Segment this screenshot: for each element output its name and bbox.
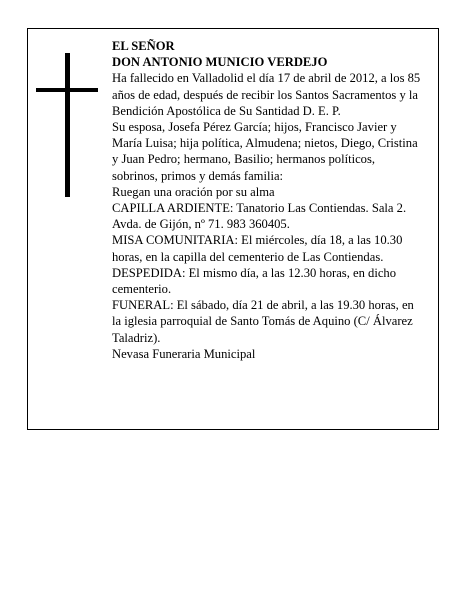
farewell-info: DESPEDIDA: El mismo día, a las 12.30 horas, en dicho cementerio. [112,265,397,297]
cross-vertical-bar [65,53,70,197]
cross-horizontal-bar [36,88,98,92]
latin-cross-icon [36,53,98,197]
deceased-name: DON ANTONIO MUNICIO VERDEJO [112,55,328,70]
obituary-text [112,38,422,362]
funeral-home: Nevasa Funeraria Municipal [112,346,256,361]
death-announcement: Ha fallecido en Valladolid el día 17 de abril de 2012, a los 85 años de edad, después de recibir los Santos Sacramentos y la Bendición Apostólica de Su Santidad D. E. P. [112,71,421,118]
prayer-request: Ruegan una oración por su alma [112,184,275,199]
funeral-info: FUNERAL: El sábado, día 21 de abril, a las 19.30 horas, en la iglesia parroquial de Santo Tomás de Aquino (C/ Álvarez Taladriz). [112,298,414,345]
chapel-info: CAPILLA ARDIENTE: Tanatorio Las Contiendas. Sala 2. Avda. de Gijón, nº 71. 983 360405. [112,201,407,232]
family-list: Su esposa, Josefa Pérez García; hijos, Francisco Javier y María Luisa; hija política, Almudena; nietos, Diego, Cristina y Juan Pedro; hermano, Basilio; hermanos políticos, sobrinos, primos y demás familia: [112,120,418,183]
community-mass-info: MISA COMUNITARIA: El miércoles, día 18, a las 10.30 horas, en la capilla del cementerio de Las Contiendas. [112,233,403,264]
heading-title: EL SEÑOR [112,39,175,53]
